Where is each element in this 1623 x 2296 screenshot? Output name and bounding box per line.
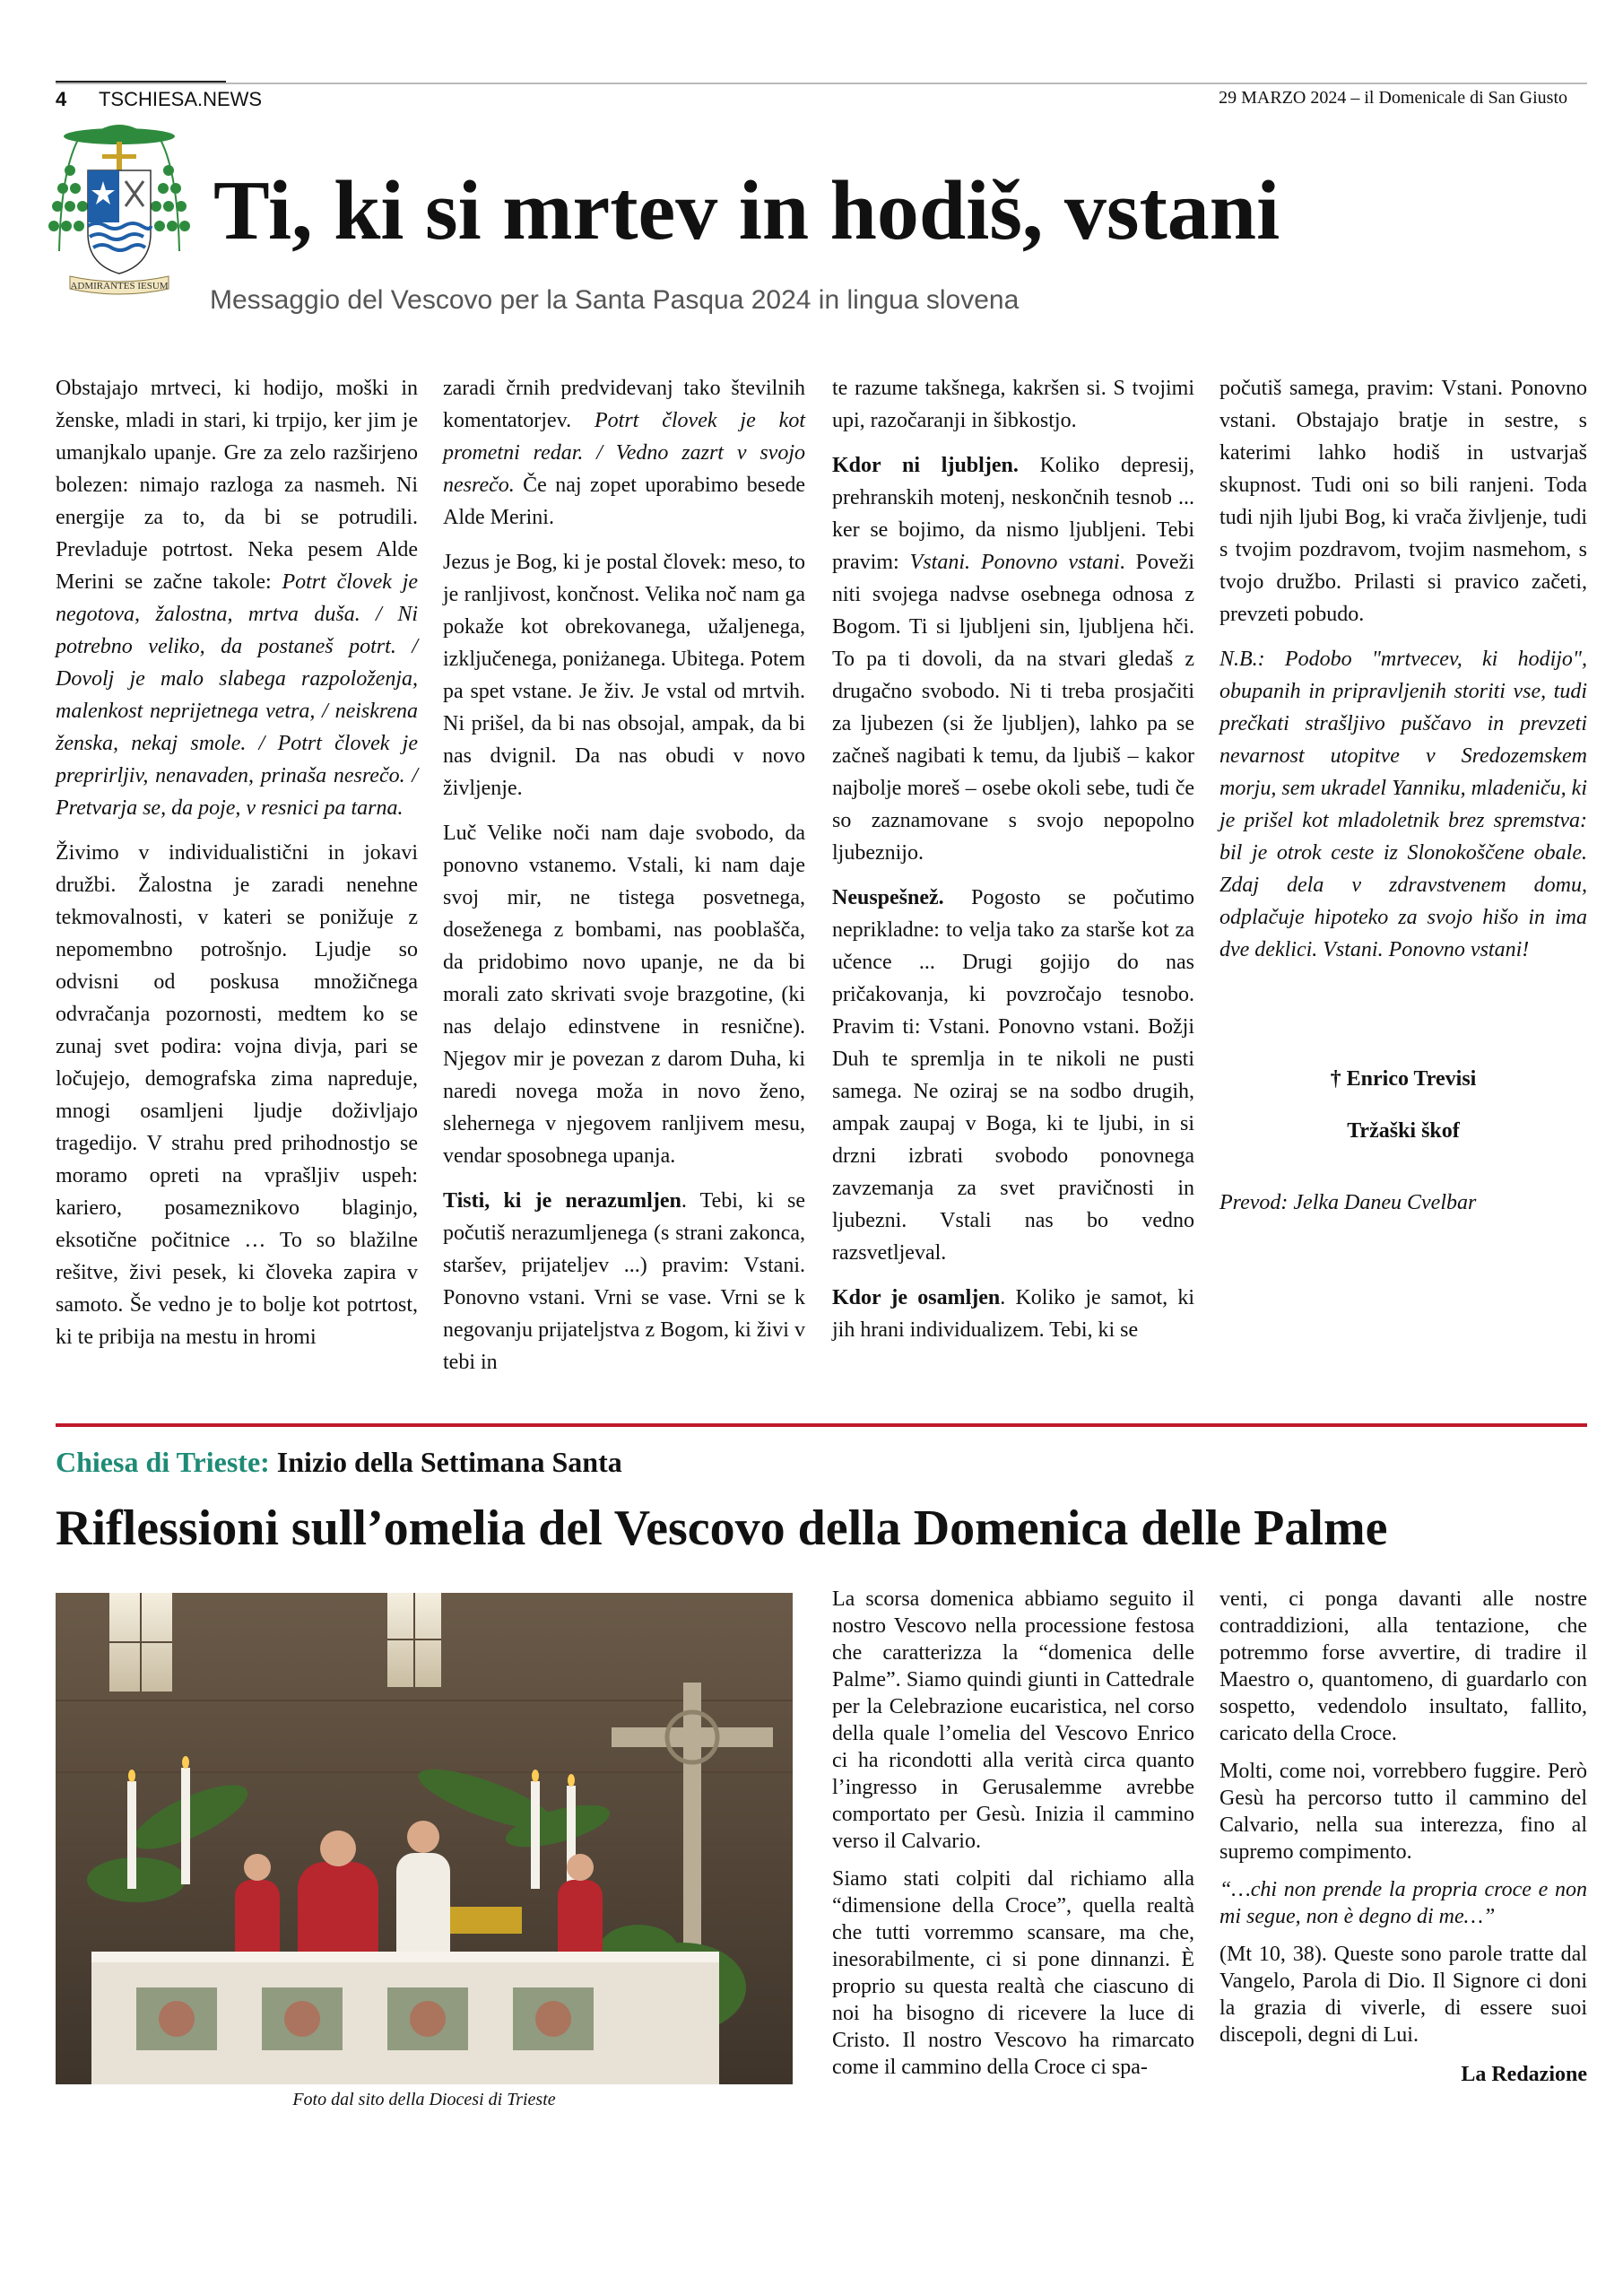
paragraph: Molti, come noi, vorrebbero fuggire. Però Gesù ha percorso tutto il cammino del Calvario, nella sua interezza, fino al supremo compimento. <box>1219 1760 1587 1864</box>
translation-credit <box>1219 1187 1587 1219</box>
paragraph <box>832 1282 1194 1346</box>
paragraph: (Mt 10, 38). Queste sono parole tratte dal Vangelo, Parola di Dio. Il Signore ci doni la grazia di viverle, di essere suoi discepoli, degni di Lui. <box>1219 1943 1587 2047</box>
article2-title: Riflessioni sull’omelia del Vescovo della Domenica delle Palme <box>56 1500 1388 1556</box>
header-left <box>56 88 262 111</box>
article1-column-1 <box>56 372 418 1366</box>
paragraph <box>832 882 1194 1269</box>
paragraph <box>443 1185 805 1378</box>
section-divider <box>56 1423 1587 1427</box>
paragraph-text: . Koliko je samot, ki jih hrani individualizem. Tebi, ki se <box>832 1286 1195 1342</box>
paragraph-text: zaradi črnih predvidevanj tako številnih komentatorjev. <box>443 377 805 432</box>
paragraph: počutiš samega, pravim: Vstani. Ponovno vstani. Obstajajo bratje in sestre, s katerimi lahko hodiš in ustvarjaš skupnost. Tudi oni so bili ranjeni. Toda tudi njih ljubi Bog, ki vrača življenje, tudi s tvojim pozdravom, tvojim nasmehom, s tvojo družbo. Prilasti si pravico začeti, prevzeti pobudo. <box>1219 377 1587 626</box>
paragraph: Siamo stati colpiti dal richiamo alla “dimensione della Croce”, quella realtà che tutti vorremmo scansare, ma che, inesorabilmente, ci si pone dinnanzi. È proprio su questa realtà che ciascuno di noi ha bisogno di ricevere la luce di Cristo. Il nostro Vescovo ha rimarcato come il cammino della Croce ci spa- <box>832 1867 1194 2079</box>
header-date: 29 MARZO 2024 – il Domenicale di San Giusto <box>1219 88 1567 108</box>
header-rule <box>56 83 1587 84</box>
section-lead: Neuspešnež. <box>832 886 944 909</box>
cathedral-photo <box>56 1593 793 2084</box>
signature-role: Tržaški škof <box>1347 1119 1460 1143</box>
paragraph: Luč Velike noči nam daje svobodo, da ponovno vstanemo. Vstali, ki nam daje svoj mir, ne tistega posvetnega, doseženega z bombami, nas pooblašča, da pridobimo novo upanje, ne da bi morali zato skrivati svoje brazgotine, (ki nas delajo edinstvene in resnične). Njegov mir je povezan z darom Duha, ki naredi novega moža in novo ženo, slehernega v njegovem ranljivem mesu, vendar sposobnega upanja. <box>443 822 805 1168</box>
poem-quote: Potrt človek je kot prometni redar. / Vedno zazrt v svojo nesrečo. <box>443 409 805 497</box>
paragraph-text: . Poveži niti svojega nadvse osebnega odnosa z Bogom. Ti si ljubljeni sin, ljubljena hči. To pa ti dovoli, da na stvari gledaš z drugačno svobodo. Ni ti treba prosjačiti za ljubezen (si že ljubljen), lahko pa se začneš nagibati k temu, da ljubiš – kakor najbolje moreš – osebe okoli sebe, tudi če so zaznamovane s svojo nepopolno ljubeznijo. <box>832 551 1194 865</box>
paragraph-text: Pogosto se počutimo neprikladne: to velja tako za starše kot za učence ... Drugi gojijo do nas pričakovanja, ki povzročajo tesnobo. Pravim ti: Vstani. Ponovno vstani. Božji Duh te spremlja in te nikoli ne pusti samega. Ne oziraj se na sodbo drugih, ampak zaupaj v Boga, ki te ljubi, in si drzni izbrati svobodo ponovnega zavzemanja za svet pravičnosti in ljubezni. Vstali nas bo vedno razsvetljeval. <box>832 886 1194 1265</box>
paragraph-text: Obstajajo mrtveci, ki hodijo, moški in ženske, mladi in stari, ki trpijo, ker jim je umanjkalo upanje. Gre za zelo razširjeno bolezen: nimajo razloga za nasmeh. Ni energije za to, da bi se potrudili. Prevladuje potrtost. Neka pesem Alde Merini se začne takole: <box>56 377 418 594</box>
article1-column-2 <box>443 372 805 1391</box>
quote-text: “…chi non prende la propria croce e non mi segue, non è degno di me…” <box>1219 1878 1587 1928</box>
note <box>1219 643 1587 966</box>
spacer <box>1219 978 1587 1059</box>
paragraph <box>56 372 418 824</box>
paragraph <box>443 372 805 534</box>
paragraph: La scorsa domenica abbiamo seguito il nostro Vescovo nella processione festosa che caratterizza la “domenica delle Palme”. Siamo quindi giunti in Cattedrale per la Celebrazione eucaristica, nel corso della quale l’omelia del Vescovo Enrico ci ha ricondotti alla verità circa quanto l’ingresso in Gerusalemme avrebbe comportato per Gesù. Inizia il cammino verso il Calvario. <box>832 1587 1194 1853</box>
section-topic: Inizio della Settimana Santa <box>276 1446 622 1478</box>
paragraph-text: Če naj zopet uporabimo besede Alde Merini. <box>443 474 805 529</box>
byline: La Redazione <box>1461 2063 1587 2086</box>
paragraph: Živimo v individualistični in jokavi družbi. Žalostna je zaradi nenehne tekmovalnosti, v kateri se ponižuje z nepomembno potrošnjo. Ljudje so odvisni od poskusa množičnega odvračanja pozornosti, medtem ko se zunaj svet podira: vojna divja, pari se ločujejo, demografska zima napreduje, mnogi osamljeni ljudje doživljajo tragedijo. V strahu pred prihodnostjo se moramo opreti na vprašljiv uspeh: kariero, posameznikovo blaginjo, eksotične počitnice … To so blažilne rešitve, živi pesek, ki človeka zapira v samoto. Še vedno je to bolje kot potrtost, ki te pribija na mestu in hromi <box>56 841 418 1349</box>
article1-column-4 <box>1219 372 1587 1231</box>
translation-text: Prevod: Jelka Daneu Cvelbar <box>1219 1191 1477 1214</box>
section-lead: Tisti, ki je nerazumljen <box>443 1189 681 1213</box>
paragraph-text: . Tebi, ki se počutiš nerazumljenega (s strani zakonca, staršev, prijateljev ...) pravim: Vstani. Ponovno vstani. Vrni se vase. Vrni se k negovanju prijateljstva z Bogom, ki živi v tebi in <box>443 1189 806 1374</box>
paragraph: te razume takšnega, kakršen si. S tvojimi upi, razočaranji in šibkostjo. <box>832 377 1194 432</box>
poem-quote: Potrt človek je negotova, žalostna, mrtva duša. / Ni potrebno veliko, da postaneš potrt. / Dovolj je malo slabega razpoloženja, malenkost neprijetnega vetra, / neiskrena ženska, nekaj smole. / Potrt človek je preprirljiv, nenavaden, prinaša nesrečo. / Pretvarja se, da poje, v resnici pa tarna. <box>56 570 419 820</box>
article1-column-3 <box>832 372 1194 1359</box>
bible-quote <box>1219 1876 1587 1930</box>
page-number: 4 <box>56 88 67 110</box>
photo-caption: Foto dal sito della Diocesi di Trieste <box>292 2090 556 2109</box>
note-text: N.B.: Podobo "mrtvecev, ki hodijo", obupanih in pripravljenih storiti vse, tudi prečkati strašljivo puščavo in prevzeti nevarnost utopitve v Sredozemskem morju, sem ukradel Yanniku, mladeniču, ki je prišel kot mladoletnik brez spremstva: bil je otrok ceste iz Slonokoščene obale. Zdaj dela v zdravstvenem domu, odplačuje hipoteko za svojo hišo in ima dve deklici. Vstani. Ponovno vstani! <box>1219 648 1587 961</box>
paragraph: Jezus je Bog, ki je postal človek: meso, to je ranljivost, končnost. Velika noč nam ga pokaže kot obrekovanega, užaljenega, izključenega, poniżanega. Ubitega. Potem pa spet vstane. Je živ. Je vstal od mrtvih. Ni prišel, da bi nas obsojal, ampak, da bi nas dvignil. Da nas obudi v novo življenje. <box>443 551 805 800</box>
section-lead: Kdor je osamljen <box>832 1286 1001 1309</box>
section-heading <box>56 1446 622 1479</box>
page-subtitle: Messaggio del Vescovo per la Santa Pasqua 2024 in lingua slovena <box>210 285 1020 315</box>
paragraph <box>832 449 1194 869</box>
spacer <box>1219 1163 1587 1187</box>
article2-column-1 <box>832 1586 1194 2092</box>
section-lead: Kdor ni ljubljen. <box>832 454 1019 477</box>
emphasis: Vstani. Ponovno vstani <box>909 551 1120 574</box>
signature-name: † Enrico Trevisi <box>1330 1067 1477 1091</box>
section-label: Chiesa di Trieste: <box>56 1446 270 1478</box>
page-title: Ti, ki si mrtev in hodiš, vstani <box>213 164 1280 257</box>
article2-column-2 <box>1219 1586 1587 2088</box>
site-name: TSCHIESA.NEWS <box>98 88 263 110</box>
coat-of-arms-icon <box>43 117 195 300</box>
coat-motto: ADMIRANTES IESUM <box>70 281 169 291</box>
paragraph-text: Koliko depresij, prehranskih motenj, neskončnih tesnob ... ker se bojimo, da nismo ljubljeni. Tebi pravim: <box>832 454 1195 574</box>
paragraph: venti, ci ponga davanti alle nostre contraddizioni, alla tentazione, che potremmo forse avvertire, di tradire il Maestro o, quantomeno, di guardarlo con sospetto, vedendolo insultato, fallito, caricato della Croce. <box>1219 1587 1587 1745</box>
